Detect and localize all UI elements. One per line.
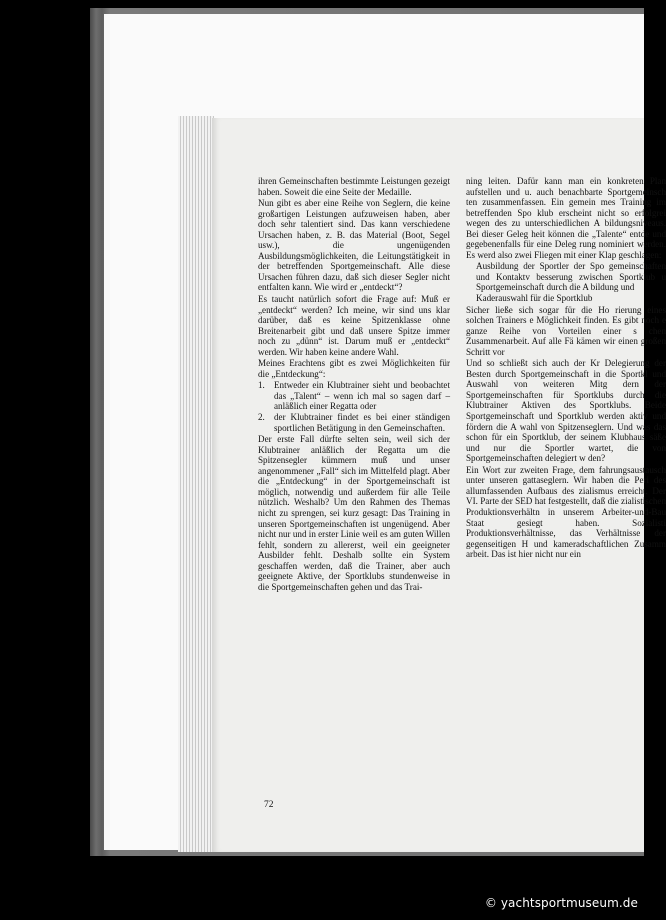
watermark: © yachtsportmuseum.de bbox=[484, 896, 638, 910]
indented-item: Ausbildung der Sportler der Spo gemeinschaften und Kontaktv besserung zwischen Sportklub u Sportgemeinschaft durch die A bildung und bbox=[476, 261, 666, 293]
paragraph: Sicher ließe sich sogar für die Ho rierung eines solchen Trainers e Möglichkeit finden. Es gibt noch e ganze Reihe von Vorteilen einer s chen Zusammenarbeit. Auf alle Fä kämen wir einen großen Schritt vor bbox=[466, 304, 666, 357]
list-text: Entweder ein Klubtrainer sieht und beobachtet das „Talent“ – wenn ich mal so sagen darf – anläßlich einer Regatta oder bbox=[274, 380, 450, 412]
right-column bbox=[466, 176, 666, 561]
list-text: der Klubtrainer findet es bei einer ständigen sportlichen Betätigung in den Gemeinschaften. bbox=[274, 412, 450, 433]
book-page bbox=[212, 118, 666, 852]
list-item bbox=[258, 412, 450, 433]
paragraph: Es taucht natürlich sofort die Frage auf: Muß er „entdeckt“ werden? Ich meine, wir sind uns klar darüber, daß es keine Spitzenklasse ohne Breitenarbeit gibt und daß unsere Spitze immer noch zu „dünn“ ist. Darum muß er „entdeckt“ werden. Wir haben keine andere Wahl. bbox=[258, 294, 450, 357]
paragraph: Der erste Fall dürfte selten sein, weil sich der Klubtrainer anläßlich der Regatta um die Spitzensegler kümmern muß und unser angenommener „Fall“ sich im Mittelfeld plagt. Aber die „Entdeckung“ in der Sportgemeinschaft ist möglich, notwendig und außerdem für alle Teile nützlich. Weshalb? Um den Rahmen des Themas nicht zu sprengen, sei kurz gesagt: Das Training in unseren Sportgemeinschaften ist ungenügend. Aber nicht nur und in erster Linie weil es am guten Willen fehlt, sondern zu allererst, weil ein geeigneter Ausbilder fehlt. Deshalb sollte ein System geschaffen werden, daß die Trainer, aber auch geeignete Aktive, der Sportklubs stundenweise in die Sportgemeinschaften gehen und das Trai- bbox=[258, 434, 450, 592]
list-number: 2. bbox=[258, 412, 265, 423]
paragraph: Und so schließt sich auch der Kr Delegierung der Besten durch Sportgemeinschaft in die Sportkl und Auswahl von weiteren Mitg dern der Sportgemeinschaften für Sportklubs durch die Klubtrainer Aktiven des Sportklubs. Beide Sportgemeinschaft und Sportklub werden aktiv und fördern die A wahl von Spitzenseglern. Und was das schon für ein Sportklub, der seinem Klubhaus säße und nur die Sportler wartet, die von Sportgemeinschaften delegiert w den? bbox=[466, 358, 666, 464]
list-number: 1. bbox=[258, 380, 265, 391]
indented-item: Kaderauswahl für die Sportklub bbox=[476, 293, 593, 304]
paragraph: ihren Gemeinschaften bestimmte Leistungen gezeigt haben. Soweit die eine Seite der Medaille. bbox=[258, 176, 450, 197]
paragraph: ning leiten. Dafür kann man ein konkreten Plan aufstellen und u. auch benachbarte Sportgemeinsch ten zusammenfassen. Ein gemein mes Training im betreffenden Spo klub erscheint nicht so erfolgrei wegen des zu unterschiedlichen A bildungsniveaus. Bei dieser Geleg heit können die „Talente“ entde und gegebenenfalls für eine Deleg rung nominiert werden. Es werd also zwei Fliegen mit einer Klap geschlagen: bbox=[466, 176, 666, 260]
paragraph: Nun gibt es aber eine Reihe von Seglern, die keine großartigen Leistungen aufzuweisen haben, aber doch sehr talentiert sind. Das kann verschiedene Ursachen haben, z. B. das Material (Boot, Segel usw.), die ungenügenden Ausbildungsmöglichkeiten, die Leitungstätigkeit in der betreffenden Sportgemeinschaft. Alle diese Ursachen führen dazu, daß sich dieser Segler nicht entfalten kann. Wie wird er „entdeckt“? bbox=[258, 198, 450, 293]
page-edges bbox=[178, 116, 214, 852]
paragraph: Ein Wort zur zweiten Frage, dem fahrungsaustausch unter unseren gattaseglern. Wir haben die Peri des allumfassenden Aufbaus des zialismus erreicht. Der VI. Parte der SED hat festgestellt, daß die zialistischen Produktionsverhältn in unserem Arbeiter-und-Bau Staat gesiegt haben. Sozialisti Produktionsverhältnisse, das Verhältnisse der gegenseitigen H und kameradschaftlichen Zusamm arbeit. Das ist hier nicht nur ein bbox=[466, 464, 666, 560]
numbered-list bbox=[258, 380, 450, 433]
left-column bbox=[258, 176, 450, 593]
list-item bbox=[258, 380, 450, 412]
paragraph: Meines Erachtens gibt es zwei Möglichkeiten für die „Entdeckung“: bbox=[258, 358, 450, 379]
indented-list bbox=[476, 261, 666, 303]
page-number: 72 bbox=[264, 800, 274, 810]
